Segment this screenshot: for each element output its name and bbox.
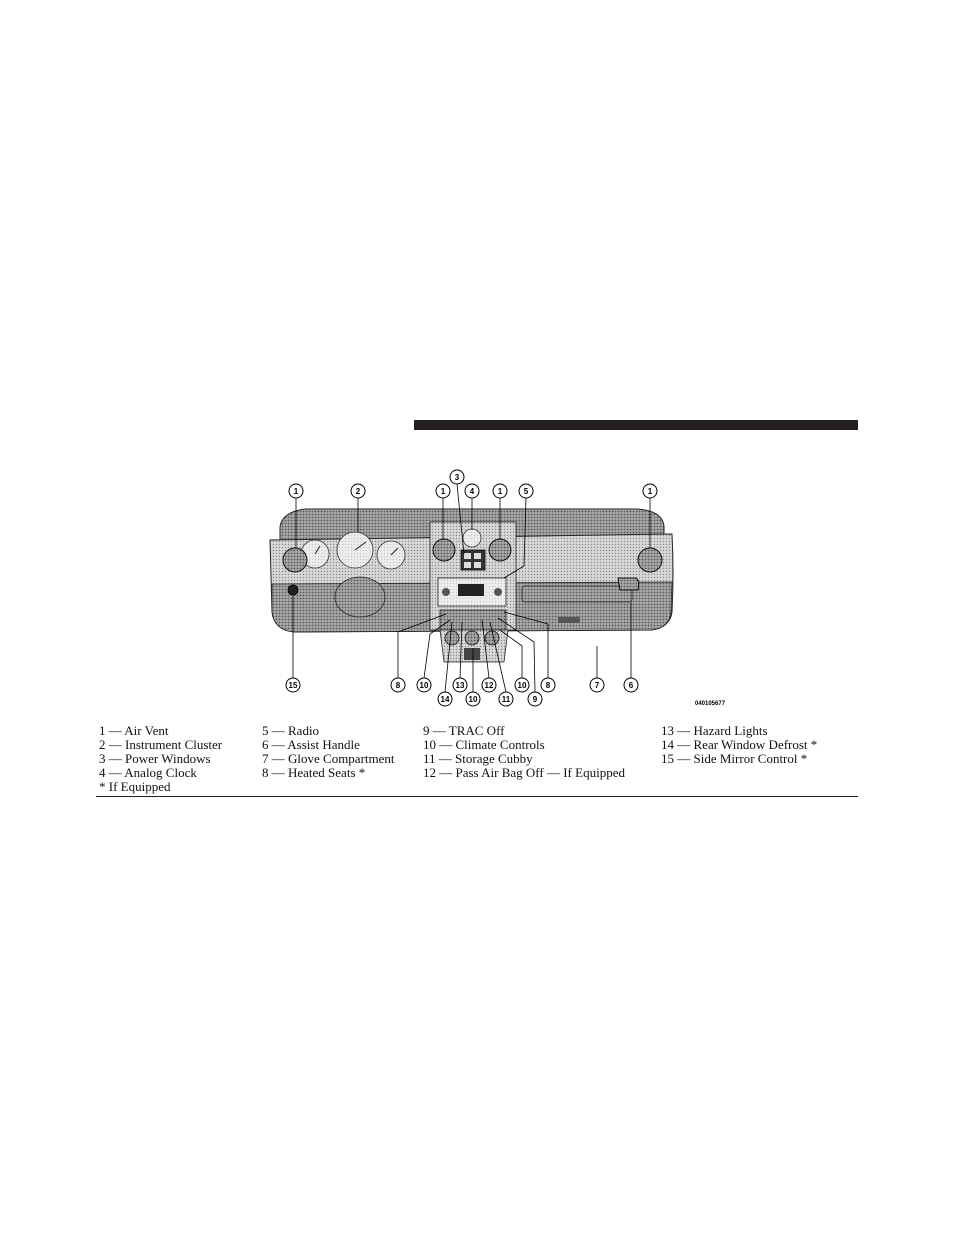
header-rule	[414, 420, 858, 430]
callout-marker	[465, 484, 479, 498]
legend-item: 10 — Climate Controls	[423, 737, 545, 752]
legend-item: 14 — Rear Window Defrost *	[661, 737, 818, 752]
callout-number: 1	[497, 487, 503, 496]
callout-number: 15	[288, 681, 298, 690]
legend-item: 11 — Storage Cubby	[423, 751, 533, 766]
legend-column-1	[99, 724, 222, 780]
illustration-code: 040105677	[695, 701, 726, 707]
callout-marker	[286, 678, 300, 692]
callout-number: 6	[628, 681, 634, 690]
callout-marker	[450, 470, 464, 484]
legend-item: 12 — Pass Air Bag Off — If Equipped	[423, 765, 625, 780]
callout-marker	[624, 678, 638, 692]
analog-clock	[463, 529, 481, 547]
legend-footnote: * If Equipped	[99, 779, 171, 794]
air-vent-left	[283, 548, 307, 572]
callout-marker	[541, 678, 555, 692]
legend-column-2	[262, 724, 395, 780]
callout-number: 10	[517, 681, 527, 690]
callout-marker	[643, 484, 657, 498]
callout-marker	[528, 692, 542, 706]
instrument-panel-figure	[260, 462, 730, 712]
callout-marker	[519, 484, 533, 498]
footer-rule	[96, 796, 858, 797]
callout-marker	[391, 678, 405, 692]
air-vent-center-right	[489, 539, 511, 561]
legend-item: 4 — Analog Clock	[99, 765, 197, 780]
callout-marker	[351, 484, 365, 498]
callout-number: 9	[532, 695, 538, 704]
callout-marker	[417, 678, 431, 692]
callout-number: 13	[455, 681, 465, 690]
glove-compartment	[522, 586, 632, 602]
legend-item: 5 — Radio	[262, 723, 320, 738]
callout-marker	[289, 484, 303, 498]
callout-number: 12	[484, 681, 494, 690]
legend-item: 3 — Power Windows	[99, 751, 211, 766]
callout-number: 1	[440, 487, 446, 496]
callout-number: 8	[395, 681, 401, 690]
callout-number: 11	[501, 695, 511, 704]
callout-number: 3	[454, 473, 460, 482]
legend-item: 8 — Heated Seats *	[262, 765, 366, 780]
glove-latch	[558, 617, 580, 623]
callout-marker	[466, 692, 480, 706]
instrument-panel-illustration	[260, 462, 730, 712]
legend-item: 6 — Assist Handle	[262, 737, 360, 752]
callout-number: 10	[468, 695, 478, 704]
callout-marker	[499, 692, 513, 706]
callout-marker	[515, 678, 529, 692]
callout-marker	[436, 484, 450, 498]
legend-item: 1 — Air Vent	[99, 723, 169, 738]
callout-legend	[0, 724, 954, 796]
callout-number: 10	[419, 681, 429, 690]
legend-item: 7 — Glove Compartment	[262, 751, 395, 766]
legend-item: 9 — TRAC Off	[423, 723, 505, 738]
legend-item: 13 — Hazard Lights	[661, 723, 768, 738]
callout-number: 1	[293, 487, 299, 496]
callout-marker	[482, 678, 496, 692]
callout-marker	[438, 692, 452, 706]
callout-number: 8	[545, 681, 551, 690]
air-vent-center-left	[433, 539, 455, 561]
radio-display	[458, 584, 484, 596]
callout-marker	[453, 678, 467, 692]
callout-marker	[493, 484, 507, 498]
legend-item: 2 — Instrument Cluster	[99, 737, 223, 752]
callout-number: 7	[594, 681, 600, 690]
legend-column-4	[661, 724, 817, 766]
side-mirror-control-knob	[288, 585, 298, 595]
callout-number: 2	[355, 487, 361, 496]
callout-marker	[590, 678, 604, 692]
callout-number: 5	[523, 487, 529, 496]
steering-hub	[335, 577, 385, 617]
legend-item: 15 — Side Mirror Control *	[661, 751, 808, 766]
callout-number: 14	[440, 695, 450, 704]
callout-number: 1	[647, 487, 653, 496]
legend-column-3	[423, 724, 625, 780]
callout-number: 4	[469, 487, 475, 496]
air-vent-right	[638, 548, 662, 572]
assist-handle	[618, 578, 639, 590]
